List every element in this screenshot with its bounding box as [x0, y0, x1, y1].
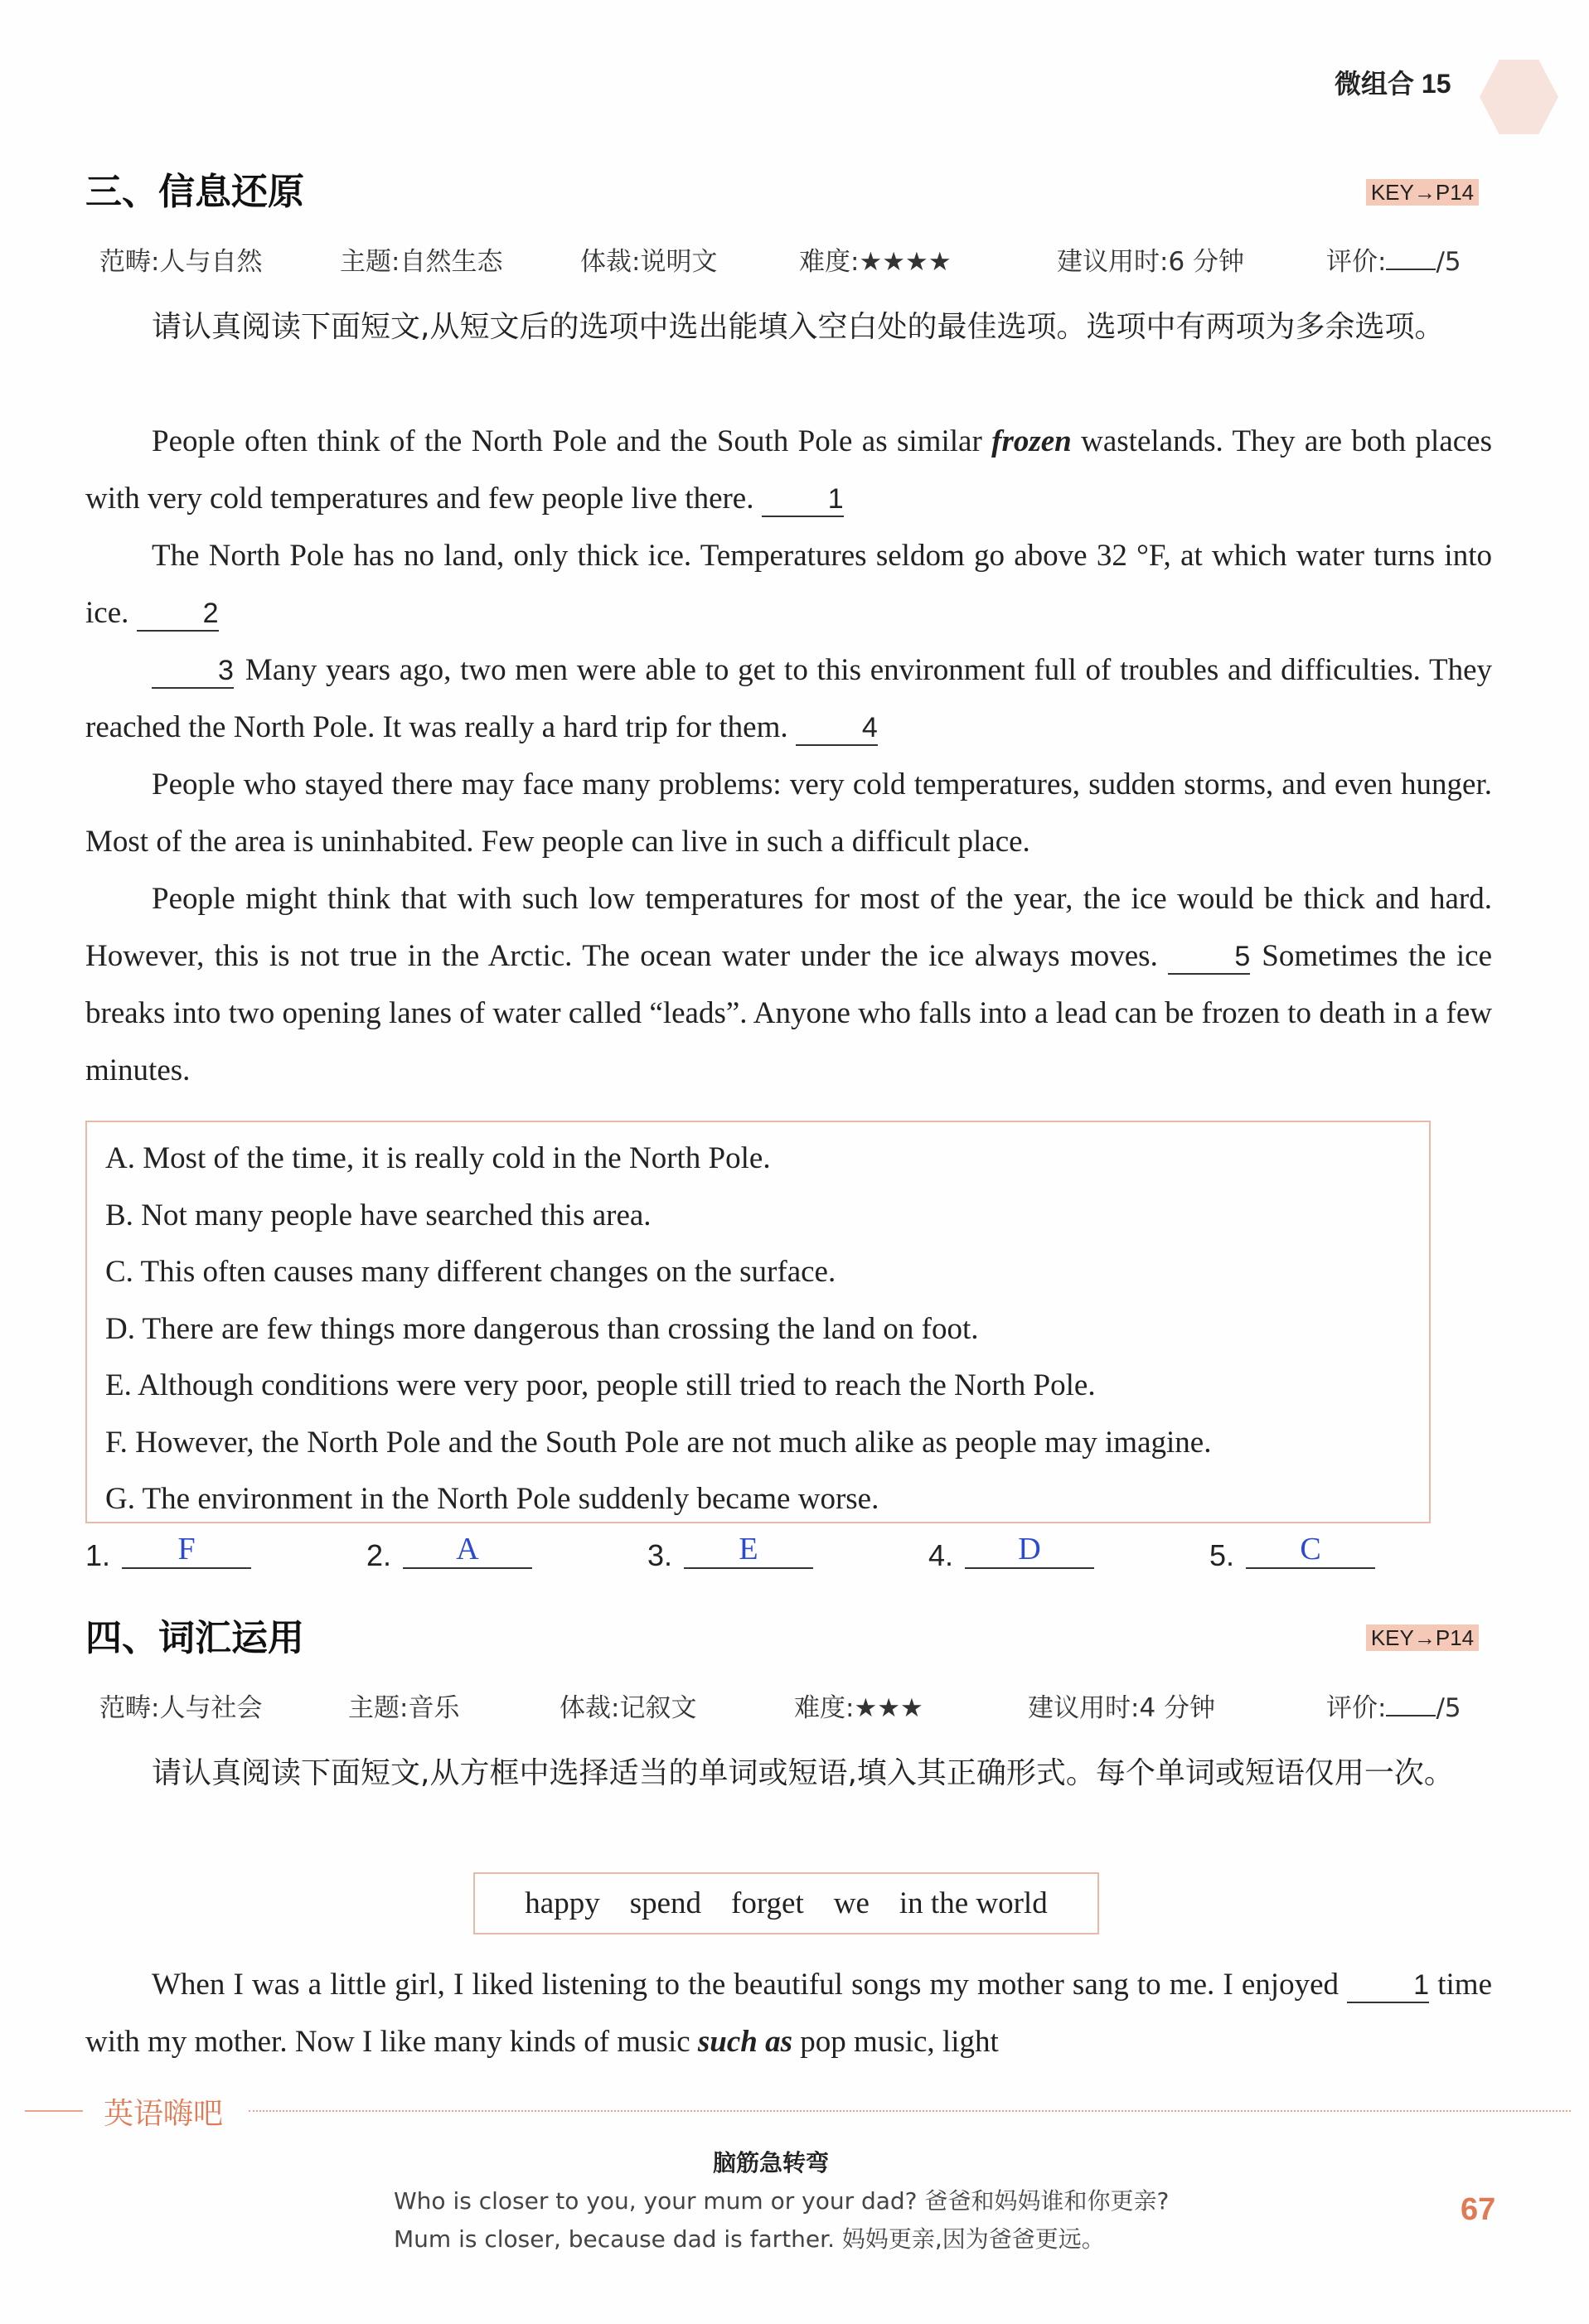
word-item: in the world [899, 1886, 1048, 1920]
options-box [85, 1121, 1431, 1523]
meta-time: 建议用时:4 分钟 [1028, 1693, 1216, 1723]
word-item: forget [731, 1886, 804, 1920]
answer-4-field[interactable]: D [965, 1531, 1094, 1569]
section3-meta [99, 240, 1475, 277]
meta-genre: 体裁:说明文 [580, 247, 718, 277]
section4-passage: When I was a little girl, I liked listening to the beautiful songs my mother sang to me. I enjoyed 1 time with my mother. Now I like many kinds of music such as pop music, light [85, 1968, 1493, 2059]
blank-3[interactable]: 3 [152, 654, 234, 689]
meta-score: 评价: /5 [1326, 1693, 1461, 1723]
vocab-blank-1[interactable]: 1 [1347, 1968, 1429, 2003]
word-item: happy [525, 1886, 600, 1920]
meta-score: 评价: /5 [1326, 247, 1461, 277]
answer-5: 5. C [1209, 1537, 1375, 1576]
answer-1: 1. F [85, 1537, 251, 1576]
blank-5[interactable]: 5 [1168, 940, 1250, 975]
meta-difficulty: 难度:★★★ [794, 1693, 923, 1723]
footer-divider [249, 2110, 1571, 2112]
answer-2: 2. A [366, 1537, 532, 1576]
option-b: B. Not many people have searched this area. [105, 1198, 652, 1232]
option-e: E. Although conditions were very poor, people still tried to reach the North Pole. [105, 1368, 1096, 1402]
section4-title: 四、词汇运用 [85, 1617, 304, 1659]
blank-2[interactable]: 2 [137, 597, 219, 632]
section3-instruction: 请认真阅读下面短文,从短文后的选项中选出能填入空白处的最佳选项。选项中有两项为多余选项。 [152, 310, 1445, 344]
word-item: we [833, 1886, 870, 1920]
option-f: F. However, the North Pole and the South Pole are not much alike as people may imagine. [105, 1425, 1212, 1460]
answer-row [85, 1532, 1495, 1595]
meta-category: 范畴:人与社会 [99, 1693, 263, 1723]
answer-3-field[interactable]: E [684, 1531, 813, 1569]
option-g: G. The environment in the North Pole suddenly became worse. [105, 1482, 879, 1516]
meta-topic: 主题:音乐 [348, 1693, 460, 1723]
section4-instruction: 请认真阅读下面短文,从方框中选择适当的单词或短语,填入其正确形式。每个单词或短语仅用一次。 [152, 1756, 1454, 1790]
option-c: C. This often causes many different changes on the surface. [105, 1255, 836, 1289]
section3-passage: People often think of the North Pole and the South Pole as similar frozen wastelands. They are both places with very cold temperatures and few people live there. 1 The North Pole has no land, only thick ice. Temperatures seldom go above 32 °F, at which water turns into ice. 2 3 Many years ago, two men were able to get to this environment full of troubles and difficulties. They reached the North Pole. It was really a hard trip for them. 4 People who stayed there may face many problems: very cold temperatures, sudden storms, and even hunger. Most of the area is uninhabited. Few people can live in such a difficult place. People might think that with such low temperatures for most of the year, the ice would be thick and hard. However, this is not true in the Arctic. The ocean water under the ice always moves. 5 Sometimes the ice breaks into two opening lanes of water called “leads”. Anyone who falls into a lead can be frozen to death in a few minutes. [85, 424, 1493, 1087]
word-item: spend [629, 1886, 702, 1920]
section4-meta [99, 1687, 1475, 1723]
footer-divider-left [25, 2110, 83, 2112]
section3-title: 三、信息还原 [85, 171, 304, 213]
section4-key-badge: KEY→P14 [1366, 1624, 1479, 1651]
blank-1[interactable]: 1 [762, 482, 844, 517]
unit-label: 微组合 15 [1335, 69, 1451, 99]
meta-time: 建议用时:6 分钟 [1057, 247, 1245, 277]
meta-genre: 体裁:记叙文 [560, 1693, 697, 1723]
option-d: D. There are few things more dangerous than crossing the land on foot. [105, 1311, 979, 1346]
page-number: 67 [1461, 2192, 1496, 2227]
meta-difficulty: 难度:★★★★ [799, 247, 952, 277]
answer-4: 4. D [928, 1537, 1094, 1576]
answer-1-field[interactable]: F [122, 1531, 251, 1569]
riddle-answer: Mum is closer, because dad is farther. 妈妈更亲,因为爸爸更远。 [394, 2225, 1105, 2253]
meta-category: 范畴:人与自然 [99, 247, 263, 277]
answer-3: 3. E [647, 1537, 813, 1576]
answer-2-field[interactable]: A [403, 1531, 532, 1569]
option-a: A. Most of the time, it is really cold in the North Pole. [105, 1141, 771, 1175]
footer-brand: 英语嗨吧 [104, 2097, 224, 2131]
hexagon-decoration [1480, 60, 1558, 134]
answer-5-field[interactable]: C [1246, 1531, 1375, 1569]
riddle-title: 脑筋急转弯 [713, 2149, 830, 2176]
blank-4[interactable]: 4 [796, 711, 878, 746]
riddle-question: Who is closer to you, your mum or your dad? 爸爸和妈妈谁和你更亲? [394, 2187, 1170, 2215]
word-box [473, 1872, 1099, 1934]
section3-key-badge: KEY→P14 [1366, 179, 1479, 206]
meta-topic: 主题:自然生态 [340, 247, 503, 277]
